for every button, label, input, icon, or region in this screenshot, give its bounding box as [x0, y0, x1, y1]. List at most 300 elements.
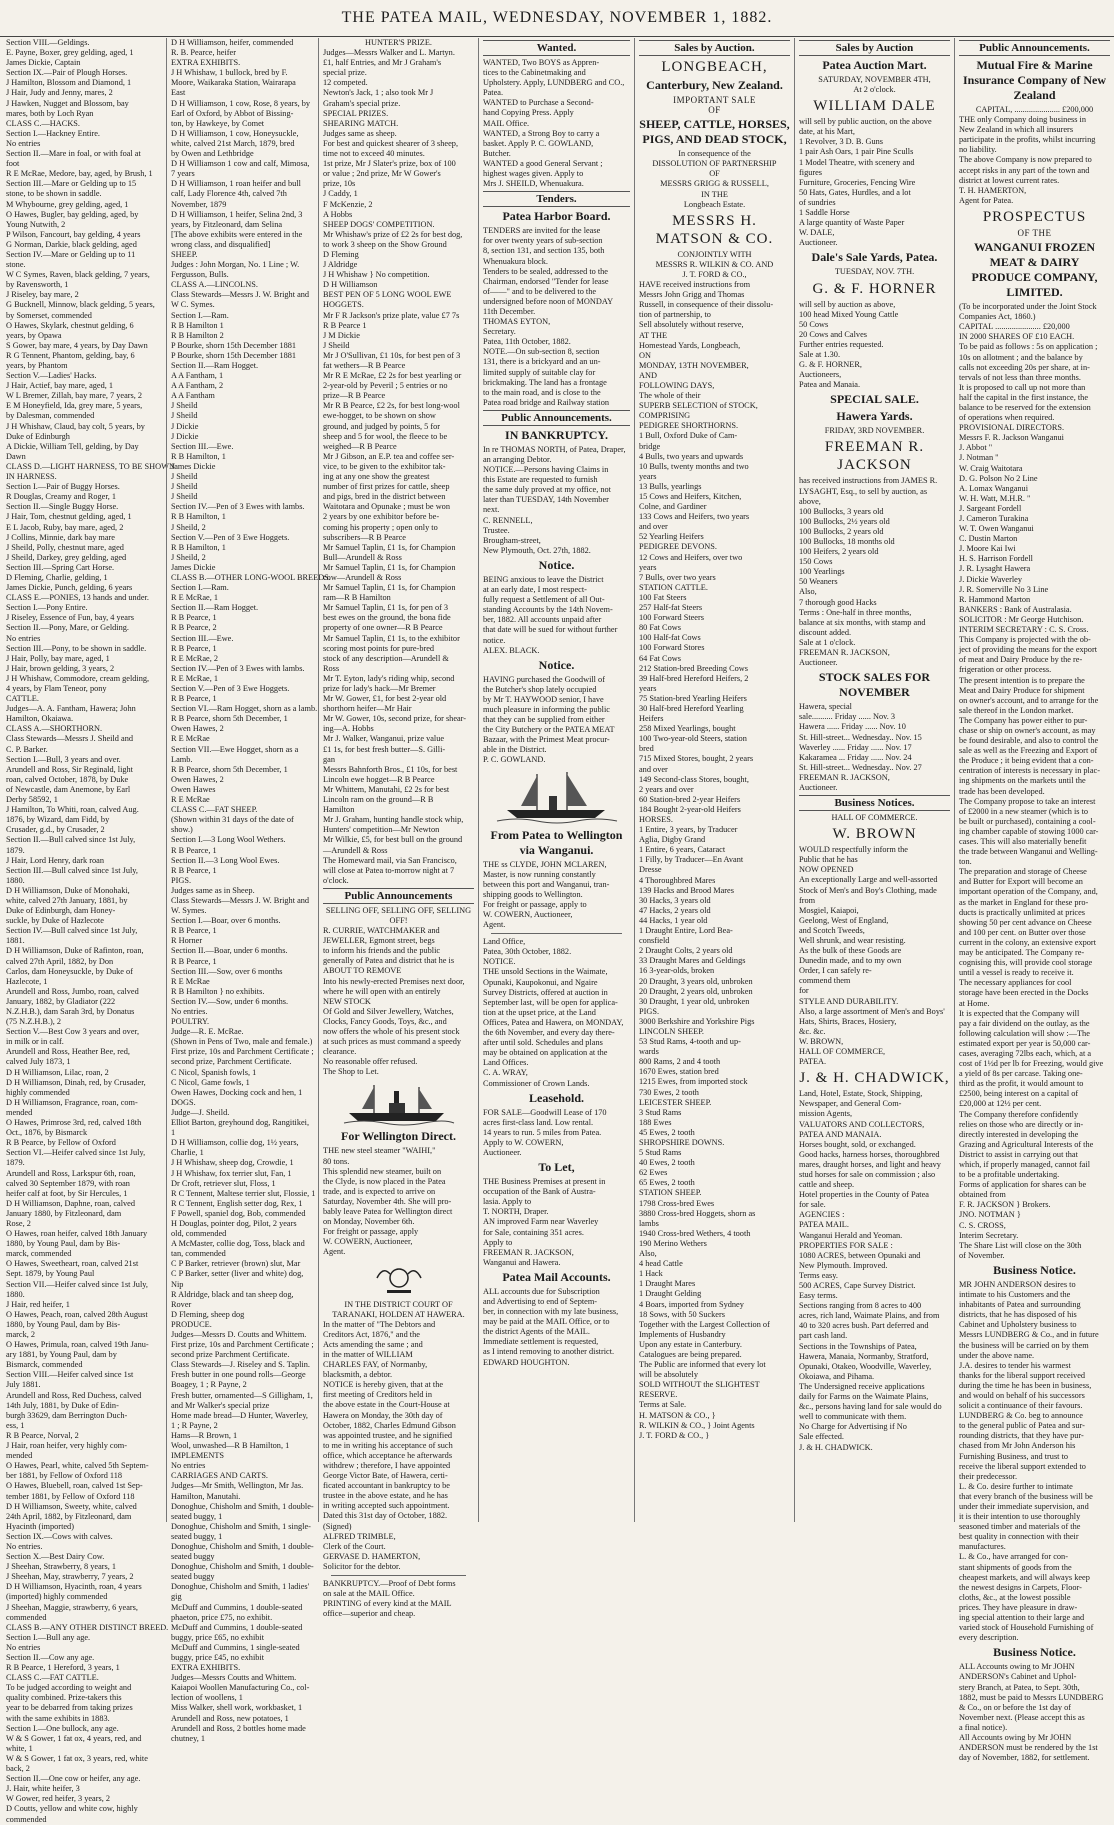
text-line: quality combined. Prize-takers this — [6, 1693, 122, 1703]
insurance-capital: CAPITAL, ...................... £200,000 — [975, 105, 1094, 114]
text-line: SHEEP. — [171, 249, 198, 259]
text-line: Section II.—Ram Hogget. — [171, 603, 259, 613]
text-line: R B Hamilton, 1 — [171, 512, 226, 522]
text-line: best ewes on the ground, the bona fide — [323, 613, 451, 623]
text-line: J Hamilton, To Whiti, roan, calved Aug. — [6, 805, 139, 815]
text-line: J. Sargeant Fordell — [959, 503, 1022, 513]
text-line: 53 Stud Rams, 4-tooth and up- — [639, 1037, 741, 1047]
text-line: Creditors Act, 1876," and the — [323, 1329, 420, 1339]
text-line: CHARLES FAY, of Normanby, — [323, 1360, 428, 1370]
text-line: an arranging Debtor. — [483, 455, 552, 464]
text-line: FREEMAN R. JACKSON, — [483, 1247, 574, 1257]
column-7 — [954, 38, 1114, 1763]
text-line: Section IV.—Sow, under 6 months. — [171, 996, 289, 1006]
text-line: Acts amending the same ; and — [323, 1339, 423, 1349]
text-line: W & S Gower, 1 fat ox, 3 years, red, white — [6, 1753, 148, 1763]
text-line: Boagey, 1 ; R Payne, 2 — [171, 1380, 247, 1390]
text-line: W. DALE, — [799, 228, 835, 238]
text-line: the Produce ; it being evident that a con- — [959, 756, 1094, 766]
text-line: Arundell and Ross, Jumbo, roan, calved — [6, 986, 139, 996]
text-line: ton, by Hawkeye, by Comet — [171, 118, 265, 128]
mail-accounts-notice — [483, 1287, 630, 1368]
text-line: next. — [483, 505, 500, 515]
text-line: 212 Station-bred Breeding Cows — [639, 663, 748, 673]
text-line: An exceptionally Large and well-assorted — [799, 875, 938, 885]
text-line: Waitotara and Opunake ; must be won — [323, 502, 450, 512]
text-line: 50 Hats, Gates, Hurdles, and a lot — [799, 187, 911, 197]
text-line: shipping goods to Wellington. — [483, 889, 583, 899]
text-line: J Sheild — [171, 472, 198, 482]
text-line: MESSRS R. WILKIN & CO. AND — [655, 259, 774, 269]
text-line: prize—R B Pearce — [323, 391, 386, 401]
text-line: every description. — [959, 1633, 1019, 1643]
text-line: the business will be carried on by them — [959, 1340, 1089, 1350]
text-line: St. Hill-street... Wednesday.. Nov. 15 — [799, 732, 922, 742]
text-line: by Owen and Lethbridge — [171, 149, 254, 159]
text-line: To be judged according to weight and — [6, 1683, 132, 1693]
text-line: Furniture, Groceries, Fencing Wire — [799, 177, 916, 187]
text-line: seated buggy, 1 — [171, 1531, 223, 1541]
text-line: &c., persons having land for sale would do — [799, 1402, 942, 1412]
text-line: to inform his friends and the public — [323, 946, 441, 956]
text-line: THOMAS EYTON, — [483, 317, 551, 327]
waihi-advert — [323, 1146, 474, 1257]
text-line: No entries. — [6, 1541, 43, 1551]
text-line: and Butter for Export will become an — [959, 877, 1083, 887]
text-line: day of November, 1882, for settlement. — [959, 1753, 1090, 1763]
text-line: J. & H. CHADWICK. — [799, 1442, 873, 1452]
text-line: G Bucknell, Minnow, black gelding, 5 years, — [6, 300, 155, 310]
text-line: 1798 Cross-bred Ewes — [639, 1198, 715, 1208]
text-line: Judges same as in Sheep. — [171, 885, 255, 895]
text-line: Section I.—Hackney Entire. — [6, 128, 101, 138]
text-line: white, calved 27th January, 1881, by — [6, 895, 128, 905]
text-line: J Sheild — [171, 492, 198, 502]
yards-date: TUESDAY, NOV. 7TH. — [834, 267, 915, 277]
text-line: Home made bread—D Hunter, Waverley, — [171, 1410, 308, 1420]
text-line: 8, section 131, and section 135, both — [483, 246, 605, 256]
text-line: 4 Bulls, two years and upwards — [639, 451, 744, 461]
text-line: CLASS A.—LINCOLNS. — [171, 280, 258, 290]
text-line: HOGGETS. — [323, 300, 364, 310]
text-line: PATEA MAIL. — [799, 1220, 849, 1230]
text-line: RESERVE. — [639, 1390, 678, 1400]
text-line: GERVASE D. HAMERTON, — [323, 1551, 421, 1561]
text-line: For freight or passage, apply — [323, 1227, 419, 1237]
text-line: D H Williamson, Daphne, roan, calved — [6, 1198, 136, 1208]
text-line: Hats, Shirts, Braces, Hosiery, — [799, 1016, 897, 1026]
text-line: Land Office, — [483, 937, 526, 947]
text-line: Auctioneer. — [799, 782, 838, 792]
text-line: TENDERS are invited for the lease — [483, 226, 601, 236]
text-line: Arundell and Ross, Sir Reginald, light — [6, 764, 133, 774]
text-line: Sale at 1.30. — [799, 349, 841, 359]
text-line: January, 1882, by Gladiator (222 — [6, 996, 116, 1006]
text-line: 100 Heifers, 2 years old — [799, 547, 879, 557]
column-2 — [166, 38, 331, 1743]
text-line: centration of interests is necessary in plac- — [959, 766, 1100, 776]
text-line: ducts is practically unlimited at prices — [959, 907, 1086, 917]
text-line: by Ravensworth, 1 — [6, 280, 69, 290]
text-line: Graham's special prize. — [323, 98, 401, 108]
text-line: In re THOMAS NORTH, of Patea, Draper, — [483, 444, 626, 454]
text-line: 80 tons. — [323, 1156, 350, 1166]
text-line: 2 years by one exhibitor before be- — [323, 512, 440, 522]
text-line: A A Fantham, 1 — [171, 371, 224, 381]
text-line: Sept. 1879, by Young Paul — [6, 1269, 95, 1279]
text-line: R G Tennent, Phantom, gelding, bay, 6 — [6, 350, 135, 360]
text-line: J Riseley, bay mare, 2 — [6, 290, 79, 300]
sale-yards-heading: Dale's Sale Yards, Patea. — [811, 250, 938, 265]
text-line: Auctioneer. — [799, 658, 838, 668]
text-line: which, if properly managed, cannot fail — [959, 1160, 1091, 1169]
text-line: 45 Ewes, 2 tooth — [639, 1127, 695, 1137]
text-line: ing special attention to their large and — [959, 1613, 1085, 1623]
text-line: O Hawes, Primrose 3rd, red, calved 18th — [6, 1118, 142, 1128]
text-line: Oct., 1876, by Bismarck — [6, 1128, 88, 1138]
text-line: November, 1879 — [171, 199, 227, 209]
text-line: marck, commended — [6, 1249, 72, 1259]
text-line: J Dickie — [171, 421, 199, 431]
text-line: BEING anxious to leave the District — [483, 574, 604, 584]
text-line: J H Whishaw, sheep dog, Crowdie, 1 — [171, 1158, 294, 1168]
text-line: H. S. Harrison Fordell — [959, 554, 1033, 564]
text-line: best quality in connection with their — [959, 1532, 1079, 1542]
w-brown-heading: W. BROWN — [832, 826, 917, 843]
text-line: STATION SHEEP. — [639, 1188, 702, 1198]
text-line: In the matter of "The Debtors and — [323, 1319, 436, 1329]
text-line: J. Hair, white heifer, 3 — [6, 1784, 80, 1794]
text-line: Rose, 2 — [6, 1218, 31, 1228]
text-line: ficated accountant in bankruptcy to be — [323, 1481, 450, 1491]
text-line: 1 ; R Payne, 2 — [171, 1420, 218, 1430]
text-line: clearance. — [323, 1047, 357, 1057]
text-line: J. Moore Kai Iwi — [959, 544, 1016, 554]
text-line: A Dickie, William Tell, gelding, by Day — [6, 441, 139, 451]
text-line: November next. (Please accept this as — [959, 1712, 1085, 1722]
text-line: LYSAGHT, Esq., to sell by auction, as — [799, 486, 928, 496]
text-line: For best and quickest shearer of 3 sheep, — [323, 138, 459, 148]
text-line: a yield of 8s per carcase. Taking one- — [959, 1069, 1083, 1079]
text-line: Agent. — [323, 1247, 346, 1257]
text-line: Judge—J. Sheild. — [171, 1107, 230, 1117]
text-line: J Aldridge — [323, 260, 358, 270]
text-line: J. R. Somerville No 3 Line — [959, 584, 1049, 594]
text-line: at such prices as must command a speedy — [323, 1037, 462, 1047]
text-line: ton. — [959, 857, 972, 867]
text-line: ber, in connection with my late business, — [483, 1307, 619, 1317]
text-line: ing—A. Hobbs — [323, 724, 374, 734]
text-line: bridge — [639, 441, 661, 451]
text-line: F Powell, spaniel dog, Bob, commended — [171, 1208, 306, 1218]
text-line: Wool, unwashed—R B Hamilton, 1 — [171, 1441, 290, 1451]
important-sale: IMPORTANT SALE — [673, 95, 756, 105]
hawera-yards-heading: Hawera Yards. — [836, 409, 913, 424]
text-line: 64 Fat Cows — [639, 653, 681, 663]
text-line: and pigs, bred in the district between — [323, 492, 446, 502]
text-line: 100 Forward Stores — [639, 643, 705, 653]
text-line: that date will be sued for without further — [483, 625, 618, 635]
mail-accounts-heading: Patea Mail Accounts. — [502, 1269, 611, 1284]
text-line: C Nicol, Game fowls, 1 — [171, 1077, 250, 1087]
text-line: 2 years and over — [639, 784, 694, 794]
text-line: the 6th November, and every day there- — [483, 1028, 615, 1038]
text-line: ewe-hogget, to be shown on show — [323, 411, 436, 421]
text-line: Public that he has — [799, 855, 858, 865]
text-line: Apply to — [483, 1237, 513, 1247]
text-line: of sundries — [799, 197, 836, 207]
text-line: Sale at 1 o'clock. — [799, 637, 856, 647]
text-line: Fresh butter, ornamented—S Gilligham, 1, — [171, 1390, 313, 1400]
text-line: 1670 Ewes, station bred — [639, 1067, 719, 1077]
text-line: limited supply of suitable clay for — [483, 367, 596, 377]
text-line: of operations when required. — [959, 413, 1055, 423]
text-line: McDuff and Cummins, 1 double-seated — [171, 1622, 303, 1632]
text-line: Mr Samuel Taplin, £1 1s, for pen of 3 — [323, 603, 449, 613]
text-line: office, which acceptance he afterwards — [323, 1450, 453, 1460]
text-line: to me in writing his acceptance of such — [323, 1440, 453, 1450]
text-line: Owen Hawes, Docking cock and hen, 1 — [171, 1087, 303, 1097]
text-line: The Shop to Let. — [323, 1067, 379, 1077]
text-line: 3 Stud Rams — [639, 1107, 682, 1117]
text-line: 1215 Ewes, from imported stock — [639, 1077, 748, 1087]
text-line: W C. Symes. — [171, 300, 215, 310]
text-line: R B Pearce, 1 — [171, 845, 217, 855]
text-line: D H Williamson, Sweety, white, calved — [6, 1501, 137, 1511]
text-line: 14th July, 1881, by Duke of Edin- — [6, 1400, 119, 1410]
text-line: Mr R E McRae, £2 2s for best yearling or — [323, 371, 462, 381]
insurance-advert — [959, 115, 1110, 206]
text-line: Fresh butter in one pound rolls—George — [171, 1370, 306, 1380]
text-line: EDWARD HOUGHTON. — [483, 1357, 570, 1367]
text-line: Land, Hotel, Estate, Stock, Shipping, — [799, 1089, 923, 1099]
text-line: CLASS C.—HACKS. — [6, 118, 80, 128]
text-line: stant shipments of goods from the — [959, 1562, 1072, 1572]
text-line: Carlos, dam Honeysuckle, by Duke of — [6, 966, 133, 976]
harbor-notice — [483, 226, 630, 408]
text-line: Mr W. Gower, 10s, second prize, for shear- — [323, 714, 467, 724]
text-line: The Undersigned receive applications — [799, 1381, 925, 1391]
text-line: R E McRae — [171, 976, 210, 986]
text-line: important operation of the Company, and, — [959, 887, 1098, 897]
text-line: R B Pearce, by Fellow of Oxford — [6, 1138, 116, 1148]
text-line: thanks for the liberal support received — [959, 1370, 1086, 1380]
text-line: MR JOHN ANDERSON desires to — [959, 1279, 1076, 1289]
text-line: D H Williamson 1 cow and calf, Mimosa, — [171, 159, 310, 169]
text-line: Terms : One-half in three months, — [799, 607, 912, 617]
text-line: PEDIGREE DEVONS. — [639, 542, 717, 552]
text-line: Newspaper, and General Com- — [799, 1099, 902, 1109]
text-line: MESSRS GRIGG & RUSSELL, — [660, 179, 769, 189]
text-line: R Douglas, Creamy and Roger, 1 — [6, 492, 117, 502]
text-line: it is their intention to use thoroughly — [959, 1512, 1081, 1522]
text-line: bred — [639, 744, 654, 754]
text-line: 65 Ewes, 2 tooth — [639, 1178, 695, 1188]
text-line: Section V.—Pen of 3 Ewe Hoggets. — [171, 684, 290, 693]
text-line: white, calved 21st March, 1879, bred — [171, 138, 295, 148]
text-line: stock of any description—Arundell & — [323, 653, 449, 663]
text-line: Wanganui and Hawera. — [483, 1257, 561, 1267]
text-line: Sections ranging from 8 acres to 400 — [799, 1301, 922, 1311]
text-line: Mr Wilkie, £5, for best bull on the ground — [323, 835, 463, 845]
text-line: JEWELLER, Egmont street, begs — [323, 936, 435, 946]
text-line: Brougham-street, — [483, 535, 541, 545]
text-line: O Hawes, Peach, roan, calved 28th August — [6, 1309, 148, 1319]
text-line: 24th April, 1882, by Fitzleonard, dam — [6, 1511, 132, 1521]
text-line: Kaiapoi Woollen Manufacturing Co., col- — [171, 1683, 310, 1693]
text-line: James Dickie — [171, 562, 216, 572]
text-line: estimated export per year is 50,000 car- — [959, 1038, 1091, 1048]
text-line: burgh 33629, dam Berrington Duch- — [6, 1410, 128, 1420]
currie-advert — [323, 926, 474, 1077]
text-line: ary 1881, by Young Paul, dam by — [6, 1350, 117, 1360]
text-line: 13 Bulls, yearlings — [639, 481, 702, 491]
text-line: IMPLEMENTS — [171, 1451, 225, 1461]
text-line: Donoghue, Chisholm and Smith, 1 double- — [171, 1541, 314, 1551]
text-line: date, at his Mart, — [799, 127, 855, 137]
text-line: LEICESTER SHEEP. — [639, 1097, 712, 1107]
text-line: Section I.—Ram. — [171, 310, 229, 320]
text-line: Mosgiel, Kaiapoi, — [799, 905, 859, 915]
text-line: R E McRae — [171, 795, 210, 805]
text-line: The Public are informed that every lot — [639, 1360, 766, 1370]
text-line: Charlie, 1 — [171, 1148, 204, 1158]
text-line: EXTRA EXHIBITS. — [171, 1663, 241, 1673]
text-line: C. P. Barker. — [6, 744, 48, 754]
text-line: will be absolutely — [639, 1370, 698, 1380]
text-line: ram—R B Hamilton — [323, 593, 391, 603]
text-line: The preparation and storage of Cheese — [959, 867, 1087, 877]
text-line: 131, there is a brickyard and an un- — [483, 357, 601, 367]
text-line: (Shown in Pens of Two, male and female.) — [171, 1037, 313, 1047]
text-line: It is expected that the Company will — [959, 1008, 1080, 1018]
text-line: sale as well as the Freezing and Export of — [959, 746, 1098, 756]
text-line: relies on those who are directly or in- — [959, 1119, 1084, 1129]
text-line: Hawera on Monday, the 30th day of — [323, 1410, 443, 1420]
text-line: 1880, by Young Paul, dam by Bis- — [6, 1239, 121, 1249]
text-line: C. Dustin Marton — [959, 534, 1018, 544]
text-line: 1880. — [6, 875, 25, 885]
black-notice — [483, 575, 630, 656]
text-line: PATEA AND MANAIA. — [799, 1129, 882, 1139]
canterbury-heading: Canterbury, New Zealand. — [646, 78, 783, 92]
text-line: R B Pearce, 1 — [171, 956, 217, 966]
text-line: Owen Hawes — [171, 784, 216, 794]
text-line: will close at Patea to-morrow night at 7 — [323, 865, 455, 875]
text-line: 20 Cows and Calves — [799, 329, 867, 339]
text-line: R B Pearce, 1 — [171, 694, 217, 704]
column-4 — [478, 38, 634, 1522]
text-line: time not to exceed 40 minutes. — [323, 149, 425, 159]
text-line: tan, commended — [171, 1249, 226, 1259]
text-line: the Butcher's shop lately occupied — [483, 684, 597, 694]
text-line: receive the liberal support extended to — [959, 1461, 1086, 1471]
text-line: 1 Entire, 3 years, by Traducer — [639, 825, 738, 835]
text-line: J Sheehan, Strawberry, 8 years, 1 — [6, 1562, 117, 1572]
text-line: Mr J. Walker, Wanganui, prize value — [323, 734, 445, 744]
text-line: St. Hill-street... Wednesday.. Nov. 27 — [799, 762, 922, 772]
text-line: SHEEP DOGS' COMPETITION. — [323, 219, 435, 229]
text-line: C. A. WRAY, — [483, 1068, 528, 1078]
coat-of-arms-icon — [369, 1262, 429, 1296]
text-line: until a vessel is ready to receive it. — [959, 968, 1074, 978]
text-line: well to communicate with them. — [799, 1412, 907, 1422]
text-line: prize, 10s — [323, 179, 356, 189]
text-line: W. COWERN, Auctioneer, — [483, 910, 573, 919]
text-line: D H Williamson, 1 cow, Honeysuckle, — [171, 128, 299, 138]
text-line: figures — [799, 167, 823, 177]
text-line: Clerk of the Court. — [323, 1541, 386, 1551]
land-office-notice — [483, 937, 630, 1088]
text-line: to the main road, and is close to the — [483, 387, 601, 397]
district-court-heading: IN THE DISTRICT COURT OF TARANAKI, HOLDEN AT HAWERA. — [332, 1299, 465, 1319]
text-line: D Fleming, sheep dog — [171, 1309, 245, 1319]
text-line: 7 years — [171, 169, 195, 179]
text-line: Crusader, g.d., by Crusader, 2 — [6, 825, 105, 835]
text-line: R B Hamilton, 1 — [171, 451, 226, 461]
text-line: intimate to his Customers and the — [959, 1290, 1071, 1300]
text-line: Whenuakura block. — [483, 256, 548, 266]
text-line: CARRIAGES AND CARTS. — [171, 1471, 269, 1481]
text-line: Section I.—Bull, 3 years and over. — [6, 754, 121, 764]
text-line: of November. — [959, 1250, 1005, 1260]
text-line: J Hair, Judy and Jenny, mares, 2 — [6, 88, 113, 98]
text-line: D H Williamson, Duke of Rafinton, roan, — [6, 946, 144, 956]
text-line: Section IV.—Pen of 3 Ewes with lambs. — [171, 502, 305, 512]
text-line: stone, to be shown in saddle. — [6, 189, 102, 199]
text-line: old, commended — [171, 1229, 227, 1239]
text-line: ALL Accounts owing to Mr JOHN — [959, 1662, 1075, 1672]
text-line: CLASS B.—ANY OTHER DISTINCT BREED. — [6, 1622, 169, 1632]
text-line: J Sheild, 2 — [171, 522, 206, 532]
text-line: CLASS E.—PONIES, 13 hands and under. — [6, 593, 149, 603]
text-line: in the matter of WILLIAM — [323, 1349, 413, 1359]
longbeach-heading: LONGBEACH, — [661, 59, 768, 75]
text-line: October, 1882, Charles Edmund Gibson — [323, 1420, 456, 1430]
text-line: Master, is now running constantly — [483, 869, 596, 879]
text-line: Also, — [639, 1249, 657, 1259]
text-line: PRINTING of every kind at the MAIL — [323, 1599, 452, 1609]
text-line: from — [799, 895, 816, 905]
leasehold-heading: Leasehold. — [528, 1090, 584, 1105]
text-line: ject of providing the means for the export — [959, 645, 1098, 655]
text-line: Agent for Patea. — [959, 195, 1014, 205]
text-line: cattle and sheep. — [799, 1180, 855, 1190]
text-line: Mr Samuel Taplin, £1 1s, to the exhibitor — [323, 633, 460, 643]
text-line: and would on behalf of his successors — [959, 1390, 1085, 1400]
text-line: 1 pair Ash Oars, 1 pair Pine Sculls — [799, 147, 914, 157]
gowland-notice — [483, 675, 630, 766]
text-line: New Plymouth, Oct. 27th, 1882. — [483, 545, 591, 555]
text-line: The present intention is to prepare the — [959, 675, 1085, 685]
text-line: D Fleming — [323, 249, 359, 259]
text-line: NOTE.—On sub-section 8, section — [483, 347, 600, 357]
text-line: LUNDBERG & Co. beg to announce — [959, 1411, 1083, 1421]
text-line: The Company propose to take an interest — [959, 796, 1096, 806]
text-line: Immediate settlement is requested, — [483, 1337, 599, 1347]
text-line: J. R. Lysaght Hawera — [959, 564, 1031, 574]
text-line: First prize, 10s and Parchment Certificate ; — [171, 1340, 314, 1350]
text-line: 1880, by Young Paul, dam by Bis- — [6, 1319, 121, 1329]
hunters-prize-heading: HUNTER'S PRIZE. — [365, 38, 432, 47]
text-line: 1881. — [6, 936, 25, 946]
leasehold-advert — [483, 1108, 630, 1158]
text-line: Stock of Men's and Boy's Clothing, made — [799, 885, 937, 895]
divider — [491, 933, 622, 934]
text-line: J Sheehan, Maggie, strawberry, 6 years, — [6, 1602, 138, 1612]
text-line: 1 — [171, 1128, 176, 1138]
text-line: E L Jacob, Ruby, bay mare, aged, 2 — [6, 522, 124, 532]
